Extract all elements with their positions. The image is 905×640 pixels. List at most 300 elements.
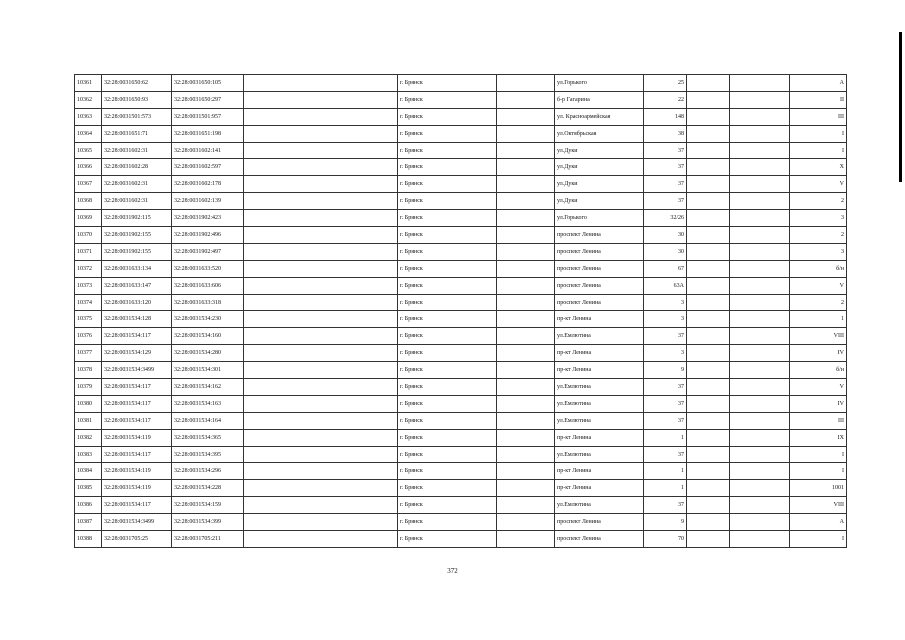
table-row [75, 108, 847, 125]
cadastral-number-cell: 32:28:0031602:31 [102, 193, 172, 210]
empty-cell [244, 176, 398, 193]
cadastral-number-cell: 32:28:0031534:119 [102, 463, 172, 480]
street-cell: ул.Горького [555, 75, 644, 92]
object-cadastral-number-cell: 32:28:0031651:198 [172, 125, 244, 142]
house-number-cell: 38 [644, 125, 687, 142]
city-cell: г. Брянск [398, 277, 497, 294]
object-cadastral-number-cell: 32:28:0031534:159 [172, 497, 244, 514]
empty-cell [497, 294, 555, 311]
cadastral-number-cell: 32:28:0031534:117 [102, 395, 172, 412]
empty-cell [244, 294, 398, 311]
table-row [75, 362, 847, 379]
empty-cell [497, 480, 555, 497]
street-cell: пр-кт Ленина [555, 429, 644, 446]
empty-cell [244, 142, 398, 159]
cadastral-number-cell: 32:28:0031705:25 [102, 531, 172, 548]
street-cell: ул.Дуки [555, 142, 644, 159]
premises-number-cell: V [790, 277, 847, 294]
empty-cell [244, 328, 398, 345]
cadastral-number-cell: 32:28:0031902:155 [102, 227, 172, 244]
record-number-cell: 10376 [75, 328, 102, 345]
empty-cell [244, 75, 398, 92]
empty-cell [687, 463, 730, 480]
page-edge-mark [899, 32, 902, 182]
empty-cell [687, 446, 730, 463]
empty-cell [687, 514, 730, 531]
empty-cell [244, 345, 398, 362]
premises-number-cell: 2 [790, 193, 847, 210]
premises-number-cell: б/н [790, 260, 847, 277]
city-cell: г. Брянск [398, 193, 497, 210]
table-row [75, 243, 847, 260]
cadastral-number-cell: 32:28:0031534:129 [102, 345, 172, 362]
record-number-cell: 10365 [75, 142, 102, 159]
premises-number-cell: 1 [790, 311, 847, 328]
empty-cell [244, 362, 398, 379]
premises-number-cell: IX [790, 429, 847, 446]
premises-number-cell: А [790, 514, 847, 531]
house-number-cell: 9 [644, 362, 687, 379]
table-row [75, 514, 847, 531]
table-row [75, 463, 847, 480]
house-number-cell: 37 [644, 193, 687, 210]
house-number-cell: 148 [644, 108, 687, 125]
record-number-cell: 10371 [75, 243, 102, 260]
street-cell: проспект Ленина [555, 531, 644, 548]
empty-cell [244, 227, 398, 244]
house-number-cell: 37 [644, 446, 687, 463]
house-number-cell: 37 [644, 497, 687, 514]
empty-cell [730, 243, 790, 260]
city-cell: г. Брянск [398, 531, 497, 548]
house-number-cell: 37 [644, 328, 687, 345]
city-cell: г. Брянск [398, 514, 497, 531]
object-cadastral-number-cell: 32:28:0031602:178 [172, 176, 244, 193]
city-cell: г. Брянск [398, 395, 497, 412]
record-number-cell: 10368 [75, 193, 102, 210]
empty-cell [730, 277, 790, 294]
premises-number-cell: 2 [790, 227, 847, 244]
city-cell: г. Брянск [398, 446, 497, 463]
cadastral-number-cell: 32:28:0031651:71 [102, 125, 172, 142]
object-cadastral-number-cell: 32:28:0031602:597 [172, 159, 244, 176]
record-number-cell: 10361 [75, 75, 102, 92]
premises-number-cell: 3 [790, 243, 847, 260]
city-cell: г. Брянск [398, 75, 497, 92]
empty-cell [730, 159, 790, 176]
table-row [75, 142, 847, 159]
empty-cell [687, 75, 730, 92]
cadastral-number-cell: 32:28:0031534:119 [102, 480, 172, 497]
object-cadastral-number-cell: 32:28:0031633:606 [172, 277, 244, 294]
empty-cell [497, 497, 555, 514]
table-row [75, 176, 847, 193]
premises-number-cell: VIII [790, 328, 847, 345]
empty-cell [687, 193, 730, 210]
premises-number-cell: V [790, 176, 847, 193]
empty-cell [687, 210, 730, 227]
empty-cell [497, 108, 555, 125]
city-cell: г. Брянск [398, 91, 497, 108]
empty-cell [730, 514, 790, 531]
premises-number-cell: б/н [790, 362, 847, 379]
empty-cell [497, 311, 555, 328]
city-cell: г. Брянск [398, 362, 497, 379]
empty-cell [687, 243, 730, 260]
empty-cell [497, 277, 555, 294]
street-cell: проспект Ленина [555, 277, 644, 294]
empty-cell [497, 75, 555, 92]
empty-cell [497, 514, 555, 531]
table-row [75, 531, 847, 548]
street-cell: пр-кт Ленина [555, 463, 644, 480]
empty-cell [687, 108, 730, 125]
premises-number-cell: I [790, 446, 847, 463]
cadastral-number-cell: 32:28:0031534:117 [102, 497, 172, 514]
city-cell: г. Брянск [398, 328, 497, 345]
city-cell: г. Брянск [398, 260, 497, 277]
record-number-cell: 10364 [75, 125, 102, 142]
cadastral-number-cell: 32:28:0031633:134 [102, 260, 172, 277]
record-number-cell: 10386 [75, 497, 102, 514]
cadastral-number-cell: 32:28:0031902:115 [102, 210, 172, 227]
city-cell: г. Брянск [398, 480, 497, 497]
cadastral-number-cell: 32:28:0031534:119 [102, 429, 172, 446]
empty-cell [687, 176, 730, 193]
record-number-cell: 10378 [75, 362, 102, 379]
empty-cell [687, 125, 730, 142]
empty-cell [497, 227, 555, 244]
premises-number-cell: IV [790, 345, 847, 362]
empty-cell [730, 91, 790, 108]
cadastral-number-cell: 32:28:0031534:117 [102, 412, 172, 429]
cadastral-number-cell: 32:28:0031534:3499 [102, 362, 172, 379]
street-cell: б-р Гагарина [555, 91, 644, 108]
house-number-cell: 30 [644, 227, 687, 244]
empty-cell [244, 91, 398, 108]
table-row [75, 412, 847, 429]
house-number-cell: 37 [644, 142, 687, 159]
table-row [75, 345, 847, 362]
record-number-cell: 10374 [75, 294, 102, 311]
empty-cell [730, 311, 790, 328]
object-cadastral-number-cell: 32:28:0031902:497 [172, 243, 244, 260]
house-number-cell: 3 [644, 345, 687, 362]
house-number-cell: 30 [644, 243, 687, 260]
street-cell: проспект Ленина [555, 243, 644, 260]
empty-cell [497, 362, 555, 379]
table-row [75, 125, 847, 142]
house-number-cell: 37 [644, 395, 687, 412]
cadastral-number-cell: 32:28:0031633:147 [102, 277, 172, 294]
table-row [75, 429, 847, 446]
street-cell: ул.Емлютина [555, 395, 644, 412]
table-row [75, 91, 847, 108]
table-row [75, 328, 847, 345]
street-cell: пр-кт Ленина [555, 311, 644, 328]
empty-cell [730, 75, 790, 92]
empty-cell [730, 260, 790, 277]
empty-cell [730, 108, 790, 125]
empty-cell [497, 429, 555, 446]
cadastral-number-cell: 32:28:0031602:28 [102, 159, 172, 176]
street-cell: проспект Ленина [555, 294, 644, 311]
object-cadastral-number-cell: 32:28:0031534:162 [172, 379, 244, 396]
empty-cell [730, 497, 790, 514]
table-body [75, 75, 847, 548]
street-cell: ул.Емлютина [555, 446, 644, 463]
house-number-cell: 25 [644, 75, 687, 92]
object-cadastral-number-cell: 32:28:0031534:230 [172, 311, 244, 328]
record-number-cell: 10370 [75, 227, 102, 244]
record-number-cell: 10383 [75, 446, 102, 463]
empty-cell [730, 412, 790, 429]
city-cell: г. Брянск [398, 345, 497, 362]
table-row [75, 379, 847, 396]
table-row [75, 497, 847, 514]
empty-cell [244, 277, 398, 294]
empty-cell [730, 531, 790, 548]
empty-cell [730, 446, 790, 463]
empty-cell [244, 412, 398, 429]
house-number-cell: 70 [644, 531, 687, 548]
table-row [75, 193, 847, 210]
table-row [75, 277, 847, 294]
cadastral-number-cell: 32:28:0031534:3499 [102, 514, 172, 531]
city-cell: г. Брянск [398, 125, 497, 142]
empty-cell [687, 395, 730, 412]
record-number-cell: 10375 [75, 311, 102, 328]
premises-number-cell: III [790, 412, 847, 429]
object-cadastral-number-cell: 32:28:0031602:139 [172, 193, 244, 210]
city-cell: г. Брянск [398, 379, 497, 396]
empty-cell [687, 227, 730, 244]
empty-cell [244, 210, 398, 227]
empty-cell [244, 497, 398, 514]
empty-cell [244, 514, 398, 531]
empty-cell [730, 125, 790, 142]
object-cadastral-number-cell: 32:28:0031534:301 [172, 362, 244, 379]
empty-cell [730, 328, 790, 345]
object-cadastral-number-cell: 32:28:0031534:399 [172, 514, 244, 531]
page-number: 372 [447, 567, 458, 575]
empty-cell [730, 193, 790, 210]
street-cell: пр-кт Ленина [555, 345, 644, 362]
empty-cell [497, 210, 555, 227]
table-row [75, 159, 847, 176]
object-cadastral-number-cell: 32:28:0031633:318 [172, 294, 244, 311]
empty-cell [244, 395, 398, 412]
empty-cell [497, 91, 555, 108]
city-cell: г. Брянск [398, 412, 497, 429]
city-cell: г. Брянск [398, 463, 497, 480]
object-cadastral-number-cell: 32:28:0031902:423 [172, 210, 244, 227]
record-number-cell: 10384 [75, 463, 102, 480]
premises-number-cell: VIII [790, 497, 847, 514]
empty-cell [687, 260, 730, 277]
empty-cell [244, 125, 398, 142]
premises-number-cell: I [790, 463, 847, 480]
premises-number-cell: II [790, 91, 847, 108]
empty-cell [687, 429, 730, 446]
cadastral-number-cell: 32:28:0031602:31 [102, 142, 172, 159]
empty-cell [244, 108, 398, 125]
premises-number-cell: А [790, 75, 847, 92]
empty-cell [730, 345, 790, 362]
record-number-cell: 10385 [75, 480, 102, 497]
cadastral-number-cell: 32:28:0031534:117 [102, 328, 172, 345]
empty-cell [244, 379, 398, 396]
table-row [75, 75, 847, 92]
cadastral-number-cell: 32:28:0031650:62 [102, 75, 172, 92]
empty-cell [730, 429, 790, 446]
record-number-cell: 10387 [75, 514, 102, 531]
empty-cell [497, 159, 555, 176]
empty-cell [244, 260, 398, 277]
object-cadastral-number-cell: 32:28:0031650:297 [172, 91, 244, 108]
house-number-cell: 1 [644, 429, 687, 446]
street-cell: ул.Емлютина [555, 379, 644, 396]
empty-cell [497, 531, 555, 548]
premises-number-cell: V [790, 379, 847, 396]
house-number-cell: 37 [644, 159, 687, 176]
record-number-cell: 10367 [75, 176, 102, 193]
premises-number-cell: 2 [790, 294, 847, 311]
record-number-cell: 10388 [75, 531, 102, 548]
object-cadastral-number-cell: 32:28:0031633:520 [172, 260, 244, 277]
empty-cell [730, 463, 790, 480]
table-row [75, 260, 847, 277]
empty-cell [730, 227, 790, 244]
empty-cell [244, 429, 398, 446]
empty-cell [244, 446, 398, 463]
street-cell: пр-кт Ленина [555, 480, 644, 497]
table-row [75, 395, 847, 412]
street-cell: ул. Красноармейская [555, 108, 644, 125]
table-row [75, 446, 847, 463]
empty-cell [497, 260, 555, 277]
city-cell: г. Брянск [398, 429, 497, 446]
empty-cell [730, 395, 790, 412]
empty-cell [497, 328, 555, 345]
object-cadastral-number-cell: 32:28:0031534:160 [172, 328, 244, 345]
empty-cell [687, 294, 730, 311]
empty-cell [244, 463, 398, 480]
premises-number-cell: I [790, 142, 847, 159]
city-cell: г. Брянск [398, 159, 497, 176]
cadastral-number-cell: 32:28:0031650:93 [102, 91, 172, 108]
record-number-cell: 10379 [75, 379, 102, 396]
empty-cell [497, 193, 555, 210]
empty-cell [687, 497, 730, 514]
street-cell: ул.Емлютина [555, 328, 644, 345]
empty-cell [497, 463, 555, 480]
house-number-cell: 67 [644, 260, 687, 277]
record-number-cell: 10369 [75, 210, 102, 227]
street-cell: ул.Горького [555, 210, 644, 227]
table-row [75, 227, 847, 244]
empty-cell [497, 142, 555, 159]
house-number-cell: 1 [644, 480, 687, 497]
street-cell: ул.Дуки [555, 159, 644, 176]
house-number-cell: 22 [644, 91, 687, 108]
empty-cell [687, 142, 730, 159]
house-number-cell: 32/26 [644, 210, 687, 227]
street-cell: проспект Ленина [555, 514, 644, 531]
street-cell: проспект Ленина [555, 260, 644, 277]
city-cell: г. Брянск [398, 243, 497, 260]
empty-cell [497, 446, 555, 463]
street-cell: проспект Ленина [555, 227, 644, 244]
empty-cell [497, 412, 555, 429]
object-cadastral-number-cell: 32:28:0031534:296 [172, 463, 244, 480]
record-number-cell: 10363 [75, 108, 102, 125]
street-cell: пр-кт Ленина [555, 362, 644, 379]
city-cell: г. Брянск [398, 227, 497, 244]
house-number-cell: 37 [644, 412, 687, 429]
empty-cell [687, 412, 730, 429]
house-number-cell: 3 [644, 294, 687, 311]
record-number-cell: 10366 [75, 159, 102, 176]
empty-cell [244, 311, 398, 328]
object-cadastral-number-cell: 32:28:0031501:957 [172, 108, 244, 125]
house-number-cell: 37 [644, 379, 687, 396]
premises-number-cell: 1001 [790, 480, 847, 497]
house-number-cell: 3 [644, 311, 687, 328]
object-cadastral-number-cell: 32:28:0031602:141 [172, 142, 244, 159]
empty-cell [687, 91, 730, 108]
empty-cell [730, 142, 790, 159]
object-cadastral-number-cell: 32:28:0031705:211 [172, 531, 244, 548]
empty-cell [730, 210, 790, 227]
record-number-cell: 10373 [75, 277, 102, 294]
cadastral-number-cell: 32:28:0031633:120 [102, 294, 172, 311]
empty-cell [497, 176, 555, 193]
empty-cell [497, 125, 555, 142]
house-number-cell: 1 [644, 463, 687, 480]
object-cadastral-number-cell: 32:28:0031534:163 [172, 395, 244, 412]
record-number-cell: 10372 [75, 260, 102, 277]
city-cell: г. Брянск [398, 311, 497, 328]
object-cadastral-number-cell: 32:28:0031534:164 [172, 412, 244, 429]
empty-cell [687, 480, 730, 497]
empty-cell [244, 531, 398, 548]
premises-number-cell: IV [790, 395, 847, 412]
premises-number-cell: III [790, 108, 847, 125]
empty-cell [244, 193, 398, 210]
cadastral-number-cell: 32:28:0031501:573 [102, 108, 172, 125]
city-cell: г. Брянск [398, 497, 497, 514]
object-cadastral-number-cell: 32:28:0031650:105 [172, 75, 244, 92]
city-cell: г. Брянск [398, 210, 497, 227]
record-number-cell: 10362 [75, 91, 102, 108]
cadastral-number-cell: 32:28:0031534:117 [102, 379, 172, 396]
record-number-cell: 10377 [75, 345, 102, 362]
street-cell: ул.Октябрьская [555, 125, 644, 142]
empty-cell [497, 379, 555, 396]
premises-number-cell: I [790, 531, 847, 548]
object-cadastral-number-cell: 32:28:0031534:365 [172, 429, 244, 446]
empty-cell [730, 176, 790, 193]
table-row [75, 311, 847, 328]
object-cadastral-number-cell: 32:28:0031902:496 [172, 227, 244, 244]
record-number-cell: 10382 [75, 429, 102, 446]
empty-cell [687, 277, 730, 294]
empty-cell [730, 480, 790, 497]
premises-number-cell: I [790, 125, 847, 142]
empty-cell [687, 159, 730, 176]
record-number-cell: 10381 [75, 412, 102, 429]
